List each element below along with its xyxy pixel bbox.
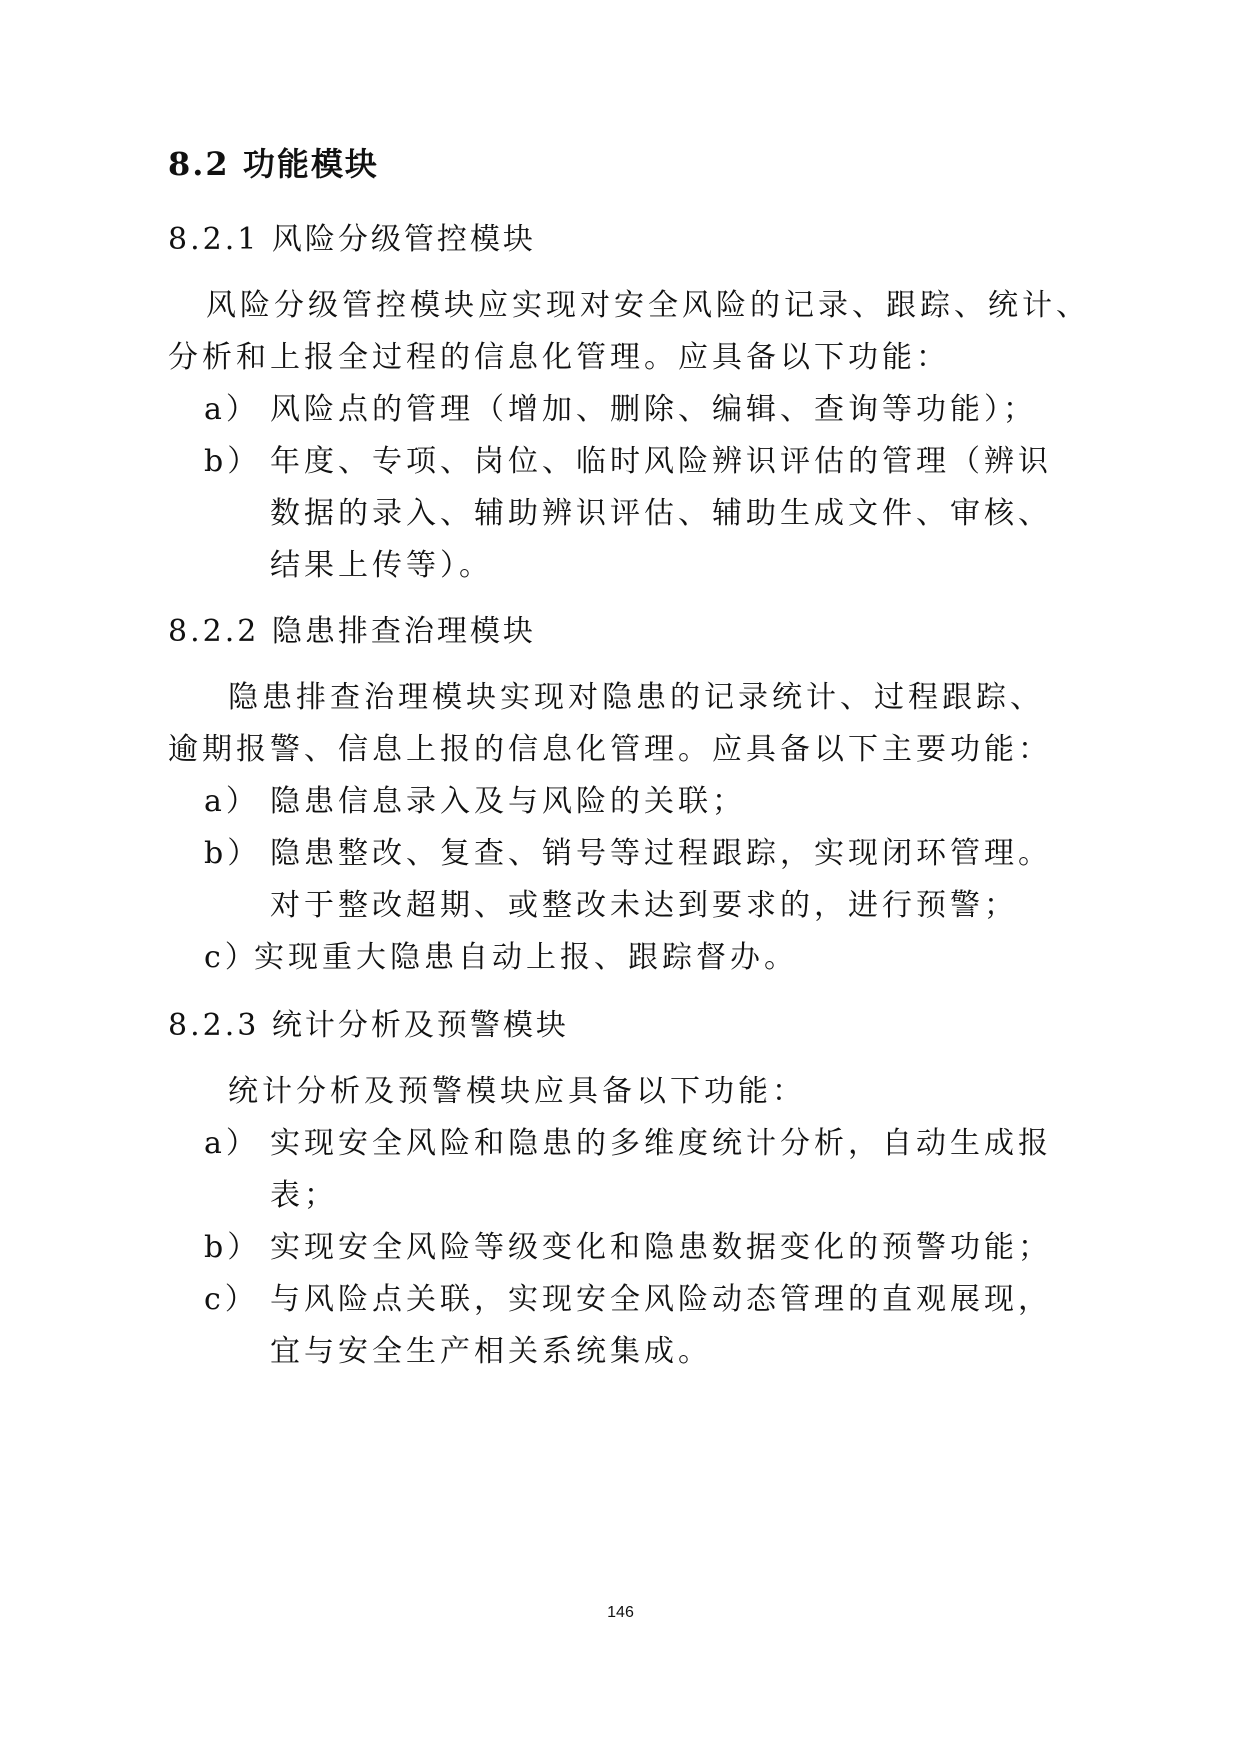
list-marker: a）: [204, 1126, 260, 1161]
list-item-text: 隐患信息录入及与风险的关联；: [270, 784, 746, 819]
list-marker: b）: [204, 444, 262, 479]
paragraph-line: 隐患排查治理模块实现对隐患的记录统计、过程跟踪、: [228, 680, 1044, 715]
list-marker: c）: [204, 940, 259, 975]
list-marker: b）: [204, 836, 262, 871]
list-item-text: 年度、专项、岗位、临时风险辨识评估的管理（辨识: [270, 444, 1052, 479]
subsection-heading-8-2-1: 8.2.1 风险分级管控模块: [168, 222, 536, 257]
list-marker: a）: [204, 392, 260, 427]
list-marker: a）: [204, 784, 260, 819]
list-item: [204, 390, 1037, 430]
list-marker: c）: [204, 1282, 259, 1317]
list-item-text: 实现安全风险和隐患的多维度统计分析，自动生成报: [270, 1126, 1052, 1161]
list-item-text: 实现安全风险等级变化和隐患数据变化的预警功能；: [270, 1230, 1052, 1265]
list-item: [204, 938, 798, 978]
list-item: [204, 1228, 1052, 1268]
paragraph-line: 分析和上报全过程的信息化管理。应具备以下功能：: [168, 340, 950, 375]
list-item-continuation: 表；: [270, 1178, 338, 1213]
paragraph-line: 逾期报警、信息上报的信息化管理。应具备以下主要功能：: [168, 732, 1052, 767]
list-item: [204, 782, 746, 822]
list-item: [204, 442, 1052, 482]
list-item-text: 风险点的管理（增加、删除、编辑、查询等功能）；: [270, 392, 1037, 427]
list-item: [204, 1124, 1052, 1164]
list-marker: b）: [204, 1230, 262, 1265]
list-item-continuation: 对于整改超期、或整改未达到要求的，进行预警；: [270, 888, 1018, 923]
list-item-text: 隐患整改、复查、销号等过程跟踪，实现闭环管理。: [270, 836, 1052, 871]
subsection-heading-8-2-2: 8.2.2 隐患排查治理模块: [168, 614, 536, 649]
list-item-continuation: 宜与安全生产相关系统集成。: [270, 1334, 712, 1369]
paragraph-line: 统计分析及预警模块应具备以下功能：: [228, 1074, 806, 1109]
list-item: [204, 1280, 1052, 1320]
list-item-text: 与风险点关联，实现安全风险动态管理的直观展现，: [270, 1282, 1052, 1317]
list-item-text: 实现重大隐患自动上报、跟踪督办。: [254, 940, 798, 975]
paragraph-line: 风险分级管控模块应实现对安全风险的记录、跟踪、统计、: [206, 288, 1090, 323]
page-number: 146: [607, 1604, 634, 1621]
section-title: 8.2 功能模块: [168, 145, 379, 183]
list-item-continuation: 结果上传等）。: [270, 548, 493, 583]
list-item: [204, 834, 1052, 874]
subsection-heading-8-2-3: 8.2.3 统计分析及预警模块: [168, 1008, 569, 1043]
list-item-continuation: 数据的录入、辅助辨识评估、辅助生成文件、审核、: [270, 496, 1052, 531]
